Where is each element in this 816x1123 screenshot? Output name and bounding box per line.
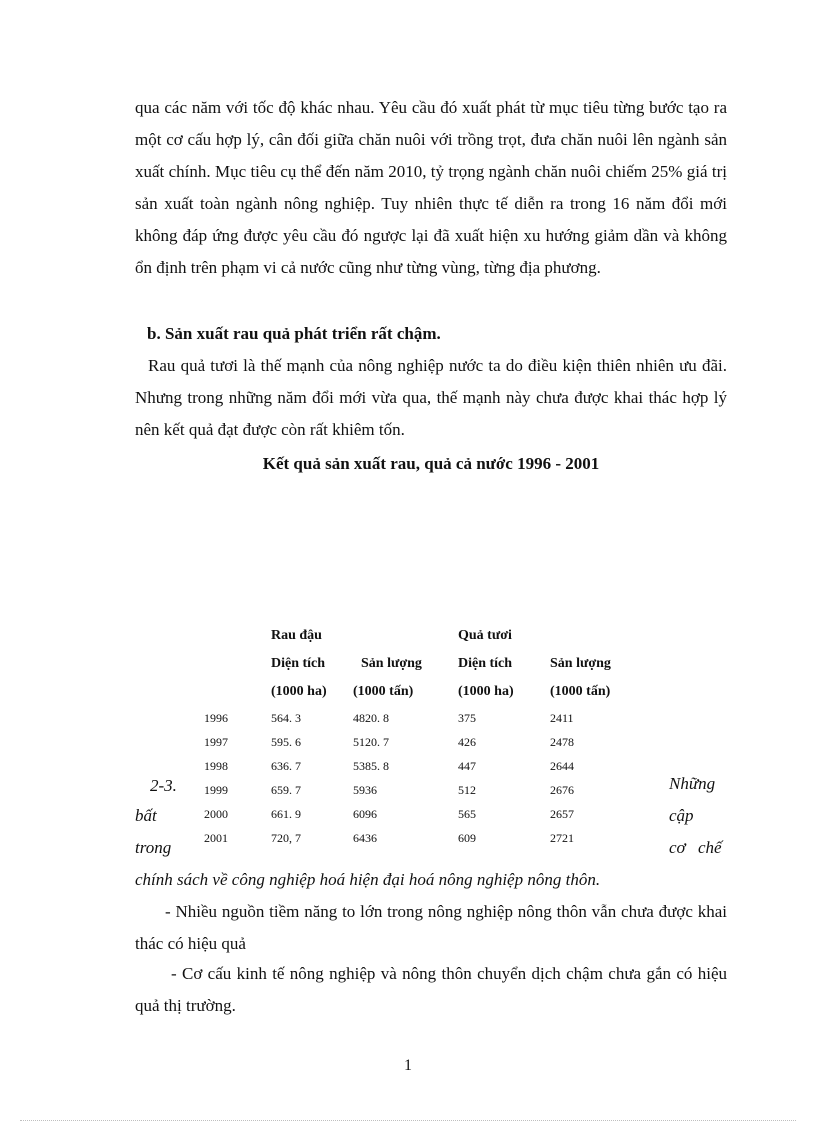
table-title: Kết quả sản xuất rau, quả cả nước 1996 - 2001 xyxy=(262,454,600,473)
table-cell-veg-area: 595. 6 xyxy=(271,735,301,749)
table-cell-fruit-area: 426 xyxy=(458,735,476,749)
table-cell-fruit-output: 2411 xyxy=(550,711,574,725)
bullet-item: - Nhiều nguồn tiềm năng to lớn trong nông nghiệp nông thôn vẫn chưa được khai thác có hiệu quả xyxy=(135,902,727,953)
overlapped-text-fragment: bất xyxy=(135,806,157,825)
table-cell-fruit-area: 565 xyxy=(458,807,476,821)
table-header-fruit-area: Diện tích xyxy=(458,656,513,671)
italic-policy-line: chính sách về công nghiệp hoá hiện đại hoá nông nghiệp nông thôn. xyxy=(135,870,601,889)
table-cell-fruit-output: 2478 xyxy=(550,735,574,749)
table-header-veg-output: Sản lượng xyxy=(361,656,422,671)
table-cell-veg-area: 636. 7 xyxy=(271,759,301,773)
page-number: 1 xyxy=(404,1057,412,1074)
table-cell-veg-area: 720, 7 xyxy=(271,831,301,845)
overlapped-text-fragment: 2-3. xyxy=(150,776,177,795)
table-unit-fruit-area: (1000 ha) xyxy=(458,684,514,699)
overlapped-text-fragment: cơ xyxy=(669,838,686,857)
section-b-heading: b. Sản xuất rau quả phát triển rất chậm. xyxy=(147,324,441,343)
table-cell-fruit-output: 2657 xyxy=(550,807,574,821)
table-group-vegetables: Rau đậu xyxy=(271,628,322,643)
table-cell-veg-output: 6436 xyxy=(353,831,377,845)
table-cell-fruit-area: 512 xyxy=(458,783,476,797)
table-cell-veg-output: 5936 xyxy=(353,783,377,797)
overlapped-text-fragment: cập xyxy=(669,806,694,825)
table-cell-veg-output: 4820. 8 xyxy=(353,711,389,725)
table-cell-veg-area: 564. 3 xyxy=(271,711,301,725)
table-cell-veg-output: 5385. 8 xyxy=(353,759,389,773)
page-bottom-divider xyxy=(20,1120,796,1121)
bullet-item: - Cơ cấu kinh tế nông nghiệp và nông thôn chuyển dịch chậm chưa gắn có hiệu quả thị trường. xyxy=(135,964,727,1015)
table-cell-year: 2001 xyxy=(204,831,228,845)
table-header-veg-area: Diện tích xyxy=(271,656,326,671)
table-unit-veg-area: (1000 ha) xyxy=(271,684,327,699)
table-cell-year: 2000 xyxy=(204,807,228,821)
table-cell-fruit-output: 2676 xyxy=(550,783,574,797)
overlapped-text-fragment: trong xyxy=(135,838,172,857)
table-cell-year: 1997 xyxy=(204,735,228,749)
overlapped-text-fragment: chế xyxy=(698,838,722,857)
table-cell-fruit-area: 447 xyxy=(458,759,476,773)
table-cell-year: 1998 xyxy=(204,759,228,773)
table-cell-veg-area: 661. 9 xyxy=(271,807,301,821)
table-header-fruit-output: Sản lượng xyxy=(550,656,611,671)
table-cell-veg-area: 659. 7 xyxy=(271,783,301,797)
table-cell-veg-output: 6096 xyxy=(353,807,377,821)
table-cell-year: 1996 xyxy=(204,711,228,725)
table-unit-fruit-output: (1000 tấn) xyxy=(550,684,611,699)
table-unit-veg-output: (1000 tấn) xyxy=(353,684,414,699)
table-cell-fruit-output: 2721 xyxy=(550,831,574,845)
body-paragraph-livestock: qua các năm với tốc độ khác nhau. Yêu cầu đó xuất phát từ mục tiêu từng bước tạo ra một cơ cấu hợp lý, cân đối giữa chăn nuôi với trồng trọt, đưa chăn nuôi lên ngành sản xuất chính. Mục tiêu cụ thể đến năm 2010, tỷ trọng ngành chăn nuôi chiếm 25% giá trị sản xuất toàn ngành nông nghiệp. Tuy nhiên thực tế diễn ra trong 16 năm đổi mới không đáp ứng được yêu cầu đó ngược lại đã xuất hiện xu hướng giảm dần và không ổn định trên phạm vi cả nước cũng như từng vùng, từng địa phương. xyxy=(135,98,727,277)
table-cell-year: 1999 xyxy=(204,783,228,797)
table-group-fruits: Quả tươi xyxy=(458,628,512,643)
overlapped-text-fragment: Những xyxy=(669,774,716,793)
table-cell-fruit-area: 609 xyxy=(458,831,476,845)
body-paragraph-vegetables: Rau quả tươi là thế mạnh của nông nghiệp nước ta do điều kiện thiên nhiên ưu đãi. Nhưng trong những năm đổi mới vừa qua, thế mạnh này chưa được khai thác hợp lý nên kết quả đạt được còn rất khiêm tốn. xyxy=(135,356,727,439)
table-cell-fruit-output: 2644 xyxy=(550,759,574,773)
table-cell-veg-output: 5120. 7 xyxy=(353,735,389,749)
table-cell-fruit-area: 375 xyxy=(458,711,476,725)
